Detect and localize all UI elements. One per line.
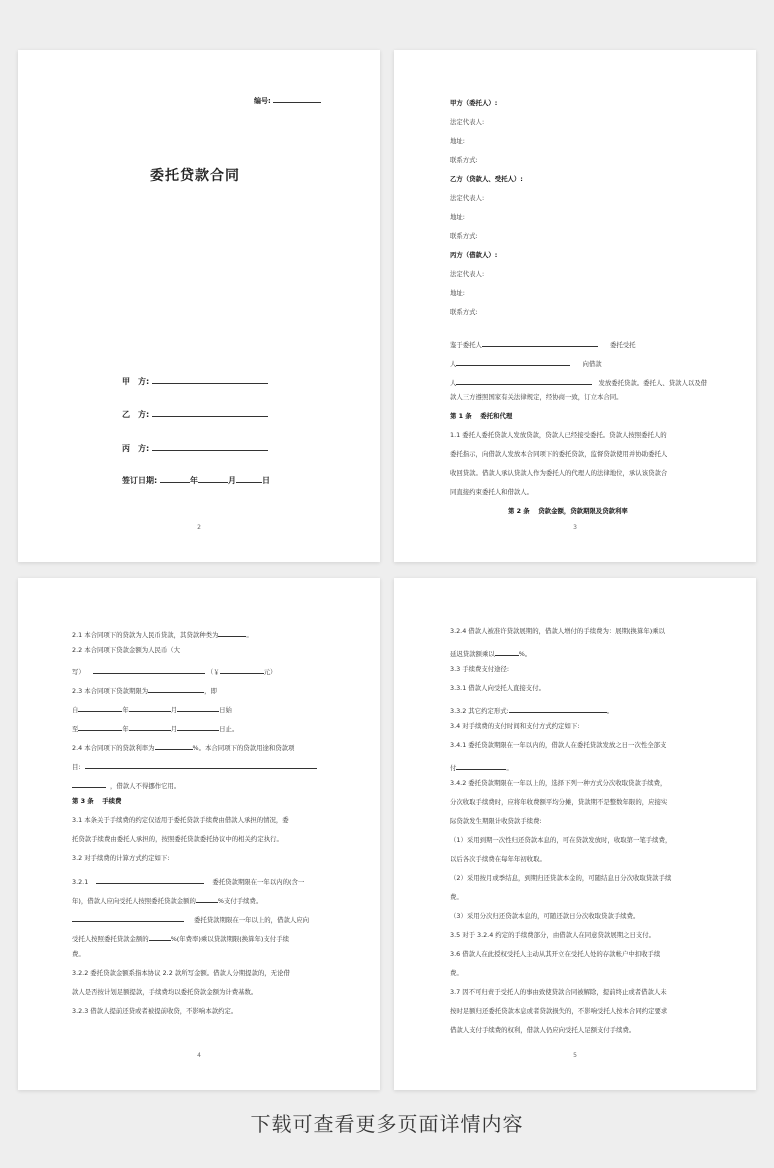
clause-3-3: 3.3 手续费支付途径: — [450, 665, 510, 673]
clause-2-3 — [72, 683, 217, 696]
clause-3-2-1 — [72, 893, 262, 906]
party-b-heading: 乙方（贷款人、受托人）: — [450, 175, 523, 183]
clause-text: 受托人按照委托贷款金额的 — [72, 935, 149, 943]
party-a-blank — [152, 374, 268, 384]
blank — [85, 759, 317, 769]
blank — [96, 874, 204, 884]
recital-text: 人 — [450, 379, 457, 387]
clause-text: 委托贷款期限在一年以内的(含一 — [212, 878, 305, 886]
clause-text: 目: — [72, 763, 81, 771]
contract-number-blank — [273, 93, 321, 103]
clause-text: %(年费率)乘以贷款期限(换算年)支付手续 — [170, 935, 289, 943]
page-number: 4 — [197, 1052, 201, 1059]
clause-2-2-amount — [72, 664, 276, 677]
sign-date-field — [122, 473, 270, 486]
contract-page-parties — [394, 50, 756, 562]
page-number: 3 — [573, 524, 577, 531]
recital-line-2 — [450, 356, 602, 369]
clause-3-4-1 — [450, 760, 513, 773]
party-c-blank — [152, 441, 268, 451]
party-a-heading: 甲方（委托人）: — [450, 99, 498, 107]
blank — [495, 646, 519, 656]
clause-3-2-2: 款人是否按计划足额提款，手续费均以委托贷款金额为计费基数。 — [72, 988, 258, 996]
clause-3-4-2: 分次收取手续费时，应将年收费额平均分摊，贷款期不是整数年限的，应接实 — [450, 798, 668, 806]
recital-line-1 — [450, 337, 636, 350]
clause-2-4-restrict — [72, 778, 180, 791]
clause-3-4: 3.4 对手续费的支付时间和支付方式约定如下: — [450, 722, 580, 730]
clause-3-5: 3.5 对于 3.2.4 约定的手续费部分，由借款人在同意贷款展期之日支付。 — [450, 931, 656, 939]
day-blank — [236, 473, 262, 483]
clause-text: ，即 — [204, 687, 217, 695]
option-3: （3）采用分次归还贷款本息的，可随还款日分次收取贷款手续费。 — [450, 912, 640, 920]
clause-2-4-purpose — [72, 759, 317, 772]
party-c-heading: 丙方（借款人）: — [450, 251, 498, 259]
party-b-field — [122, 407, 268, 420]
clause-3-2-1 — [72, 874, 304, 887]
clause-text: 。 — [606, 707, 614, 715]
blank — [93, 664, 205, 674]
clause-3-2-3: 3.2.3 借款人提前还贷或者被提前收贷，不影响本款约定。 — [72, 1007, 238, 1015]
clause-text: 2.4 本合同项下的贷款利率为 — [72, 744, 155, 752]
clause-text: %。本合同项下的贷款用途和贷款项 — [192, 744, 295, 752]
blank — [456, 356, 570, 366]
clause-text: 3.3.2 其它约定形式: — [450, 707, 509, 715]
recital-text: 委托受托 — [610, 341, 636, 349]
clause-text: ，借款人不得挪作它用。 — [110, 782, 181, 790]
contract-page-cover — [18, 50, 380, 562]
blank — [148, 683, 204, 693]
clause-text: 自 — [72, 706, 79, 714]
clause-text: 委托贷款期限在一年以上的，借款人应向 — [194, 916, 310, 924]
clause-2-3-from — [72, 702, 232, 715]
clause-3-2-4 — [450, 646, 531, 659]
option-1: 以后各次手续费在每年年初收取。 — [450, 855, 546, 863]
blank — [482, 337, 598, 347]
recital-text: 向借款 — [582, 360, 602, 368]
download-more-caption: 下载可查看更多页面详情内容 — [250, 1112, 524, 1136]
clause-3-1: 托贷款手续费由委托人承担的，按照委托贷款委托协议中的相关约定执行。 — [72, 835, 283, 843]
contract-number-label: 编号: — [254, 97, 271, 105]
party-c-contact: 联系方式: — [450, 308, 478, 316]
blank — [220, 664, 264, 674]
blank — [72, 912, 184, 922]
clause-3-2-1: 费。 — [72, 950, 85, 958]
clause-text: 年 — [122, 706, 129, 714]
contract-title: 委托贷款合同 — [150, 168, 240, 184]
contract-page-loan-terms — [18, 578, 380, 1090]
clause-text: 。 — [506, 764, 513, 772]
month-blank — [198, 473, 228, 483]
clause-text: 日始 — [219, 706, 232, 714]
clause-text: 年 — [122, 725, 129, 733]
sign-date-label: 签订日期: — [122, 476, 158, 485]
clause-3-2-1 — [72, 931, 289, 944]
clause-2-3-to — [72, 721, 238, 734]
clause-3-7: 按时足额归还委托贷款本息或者贷款损失的，不影响受托人按本合同约定要求 — [450, 1007, 668, 1015]
clause-text: 。 — [246, 631, 253, 639]
contract-page-fees — [394, 578, 756, 1090]
blank — [456, 375, 592, 385]
clause-text: 月 — [170, 706, 178, 714]
clause-text: 付 — [450, 764, 457, 772]
article-1-1-line: 收回贷款。借款人承认贷款人作为委托人的代理人的法律地位，承认该贷款合 — [450, 469, 668, 477]
clause-3-2-2: 3.2.2 委托贷款金额系指本协议 2.2 款所写金额。借款人分期提款的，无论借 — [72, 969, 290, 977]
option-2: 费。 — [450, 893, 463, 901]
option-2: （2）采用按月或季结息，到期归还贷款本金的，可随结息日分次收取贷款手续 — [450, 874, 672, 882]
clause-3-6: 3.6 借款人在此授权受托人主动从其开立在受托人处的存款帐户中扣收手续 — [450, 950, 661, 958]
clause-text: 日止。 — [219, 725, 239, 733]
blank — [177, 721, 219, 731]
clause-3-4-2: 际贷款发生期限计收贷款手续费: — [450, 817, 542, 825]
clause-text: 元） — [263, 668, 277, 676]
clause-2-2: 2.2 本合同项下贷款金额为人民币（大 — [72, 646, 181, 654]
party-b-blank — [152, 407, 268, 417]
blank — [218, 627, 246, 637]
party-b-rep: 法定代表人: — [450, 194, 485, 202]
clause-3-6: 费。 — [450, 969, 463, 977]
article-1-heading: 第 1 条 委托和代理 — [450, 412, 513, 420]
article-3-heading: 第 3 条 手续费 — [72, 797, 122, 805]
clause-3-7: 3.7 因不可归责于受托人的事由致使贷款合同被解除，提前终止或者借款人未 — [450, 988, 667, 996]
clause-text: 2.1 本合同项下的贷款为人民币贷款，其贷款种类为 — [72, 631, 219, 639]
clause-3-4-1: 3.4.1 委托贷款期限在一年以内的，借款人在委托贷款发放之日一次性全部支 — [450, 741, 667, 749]
party-b-label: 乙 方: — [122, 410, 150, 419]
option-1: （1）采用到期一次性归还贷款本息的，可在贷款发放时，收取第一笔手续费， — [450, 836, 672, 844]
clause-3-7: 借款人支付手续费的权利，借款人仍应向受托人足额支付手续费。 — [450, 1026, 636, 1034]
year-label: 年 — [190, 476, 198, 485]
clause-text: 至 — [72, 725, 79, 733]
page-number: 5 — [573, 1052, 577, 1059]
blank — [509, 703, 607, 713]
clause-3-2: 3.2 对手续费的计算方式约定如下: — [72, 854, 170, 862]
clause-text: 3.2.1 — [72, 878, 89, 886]
party-c-label: 丙 方: — [122, 444, 150, 453]
party-a-label: 甲 方: — [122, 377, 150, 386]
article-1-1-line: 委托指示，向借款人发放本合同项下的委托贷款，监督贷款使用并协助委托人 — [450, 450, 668, 458]
article-2-heading: 第 2 条 贷款金额，贷款期限及贷款利率 — [508, 507, 628, 515]
clause-2-1 — [72, 627, 253, 640]
party-b-address: 地址: — [450, 213, 465, 221]
recital-text: 人 — [450, 360, 457, 368]
recital-text: 鉴于委托人 — [450, 341, 482, 349]
blank — [196, 893, 218, 903]
blank — [155, 740, 193, 750]
blank — [78, 721, 122, 731]
clause-text: 月 — [170, 725, 178, 733]
clause-3-2-1 — [72, 912, 309, 925]
article-1-1-line: 1.1 委托人委托贷款人发放贷款，贷款人已经接受委托。贷款人按照委托人的 — [450, 431, 667, 439]
party-c-rep: 法定代表人: — [450, 270, 485, 278]
blank — [149, 931, 171, 941]
day-label: 日 — [262, 476, 270, 485]
page-number: 2 — [197, 524, 201, 531]
clause-text: 年)，借款人应向受托人按照委托贷款金额的 — [72, 897, 196, 905]
blank — [72, 778, 106, 788]
party-a-contact: 联系方式: — [450, 156, 478, 164]
clause-text: 写） — [72, 668, 85, 676]
blank — [177, 702, 219, 712]
clause-text: 延迟贷款额乘以 — [450, 650, 495, 658]
recital-text: 发放委托贷款。委托人、贷款人以及借 — [598, 379, 708, 387]
year-blank — [160, 473, 190, 483]
party-c-address: 地址: — [450, 289, 465, 297]
month-label: 月 — [228, 476, 236, 485]
party-a-field — [122, 374, 268, 387]
party-c-field — [122, 441, 268, 454]
clause-text: 2.3 本合同项下贷款期限为 — [72, 687, 149, 695]
party-b-contact: 联系方式: — [450, 232, 478, 240]
party-a-address: 地址: — [450, 137, 465, 145]
recital-line-3 — [450, 375, 707, 388]
article-1-1-line: 同直接约束委托人和借款人。 — [450, 488, 534, 496]
blank — [78, 702, 122, 712]
blank — [456, 760, 506, 770]
contract-number — [254, 93, 321, 106]
clause-3-3-1: 3.3.1 借款人向受托人直接支付。 — [450, 684, 545, 692]
blank — [129, 721, 171, 731]
clause-3-3-2 — [450, 703, 613, 716]
party-a-rep: 法定代表人: — [450, 118, 485, 126]
blank — [129, 702, 171, 712]
clause-text: （￥ — [206, 668, 220, 676]
clause-text: %。 — [518, 650, 532, 658]
clause-3-2-4: 3.2.4 借款人被准许贷款展期的，借款人增付的手续费为：展期(换算年)乘以 — [450, 627, 665, 635]
clause-text: %支付手续费。 — [217, 897, 263, 905]
clause-3-4-2: 3.4.2 委托贷款期限在一年以上的，选择下列一种方式分次收取贷款手续费， — [450, 779, 667, 787]
recital-line-4: 款人三方遵照国家有关法律规定，经协商一致，订立本合同。 — [450, 393, 623, 401]
clause-3-1: 3.1 本条关于手续费的约定仅适用于委托贷款手续费由借款人承担的情况，委 — [72, 816, 289, 824]
clause-2-4 — [72, 740, 294, 753]
